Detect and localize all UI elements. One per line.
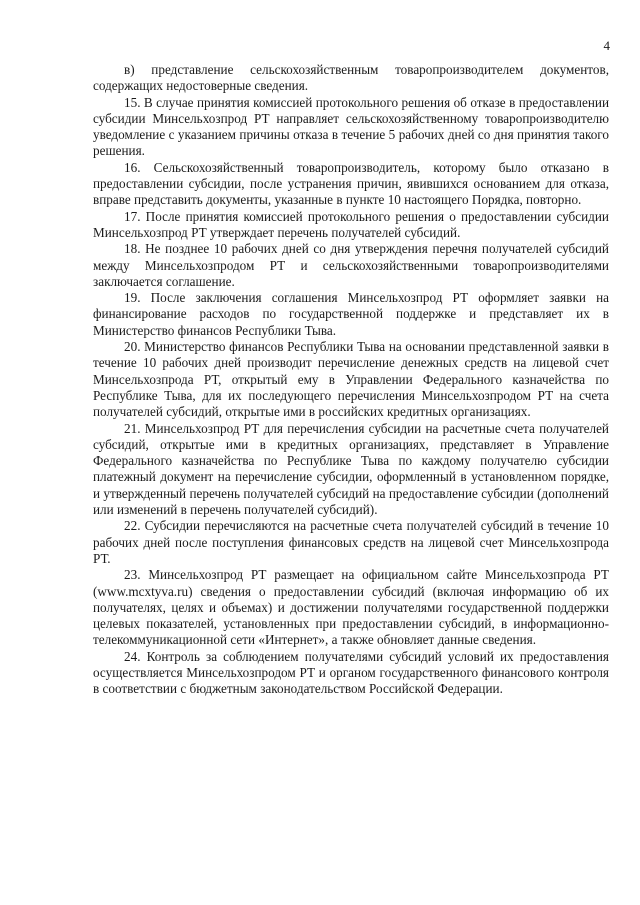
paragraph-19: 19. После заключения соглашения Минсельхозпрод РТ оформляет заявки на финансирование расходов по государственной поддержке и представляет их в Министерство финансов Республики Тыва. bbox=[93, 290, 609, 338]
paragraph-15: 15. В случае принятия комиссией протокольного решения об отказе в предоставлении субсидии Минсельхозпрод РТ направляет сельскохозяйственному товаропроизводителю уведомление с указанием причины отказа в течение 5 рабочих дней со дня принятия такого решения. bbox=[93, 94, 609, 159]
paragraph-item-v: в) представление сельскохозяйственным товаропроизводителем документов, содержащих недостоверные сведения. bbox=[93, 62, 609, 94]
paragraph-21: 21. Минсельхозпрод РТ для перечисления субсидии на расчетные счета получателей субсидий, открытые ими в кредитных организациях, представляет в Управление Федерального казначейства по Республике Тыва по каждому получателю субсидии платежный документ на перечисление субсидии, оформленный в установленном порядке, и утвержденный перечень получателей субсидий на предоставление субсидии (дополнений или изменений в перечень получателей субсидий). bbox=[93, 420, 609, 518]
page-number: 4 bbox=[603, 38, 610, 53]
paragraph-17: 17. После принятия комиссией протокольного решения о предоставлении субсидии Минсельхозпрод РТ утверждает перечень получателей субсидий. bbox=[93, 208, 609, 240]
paragraph-24: 24. Контроль за соблюдением получателями субсидий условий их предоставления осуществляется Минсельхозпродом РТ и органом государственного финансового контроля в соответствии с бюджетным законодательством Российской Федерации. bbox=[93, 648, 609, 697]
paragraph-18: 18. Не позднее 10 рабочих дней со дня утверждения перечня получателей субсидий между Минсельхозпродом РТ и сельскохозяйственными товаропроизводителями заключается соглашение. bbox=[93, 241, 609, 289]
paragraph-23: 23. Минсельхозпрод РТ размещает на официальном сайте Минсельхозпрода РТ (www.mcxtyva.ru) сведения о предоставлении субсидий (включая информацию об их получателях, целях и объемах) и достижении получателями государственной поддержки целевых показателей, установленных при предоставлении субсидий, в информационно-телекоммуникационной сети «Интернет», а также обновляет данные сведения. bbox=[93, 567, 609, 648]
paragraph-22: 22. Субсидии перечисляются на расчетные счета получателей субсидий в течение 10 рабочих дней после поступления финансовых средств на лицевой счет Минсельхозпрода РТ. bbox=[93, 518, 609, 566]
paragraph-20: 20. Министерство финансов Республики Тыва на основании представленной заявки в течение 10 рабочих дней производит перечисление денежных средств на лицевой счет Минсельхозпрода РТ, открытый ему в Управлении Федерального казначейства по Республике Тыва, для их последующего перечисления Минсельхозпродом РТ на счета получателей субсидий, открытые ими в российских кредитных организациях. bbox=[93, 339, 609, 420]
paragraph-16: 16. Сельскохозяйственный товаропроизводитель, которому было отказано в предоставлении субсидии, после устранения причин, явившихся основанием для отказа, вправе представить документы, указанные в пункте 10 настоящего Порядка, повторно. bbox=[93, 159, 609, 208]
document-body bbox=[93, 62, 609, 698]
